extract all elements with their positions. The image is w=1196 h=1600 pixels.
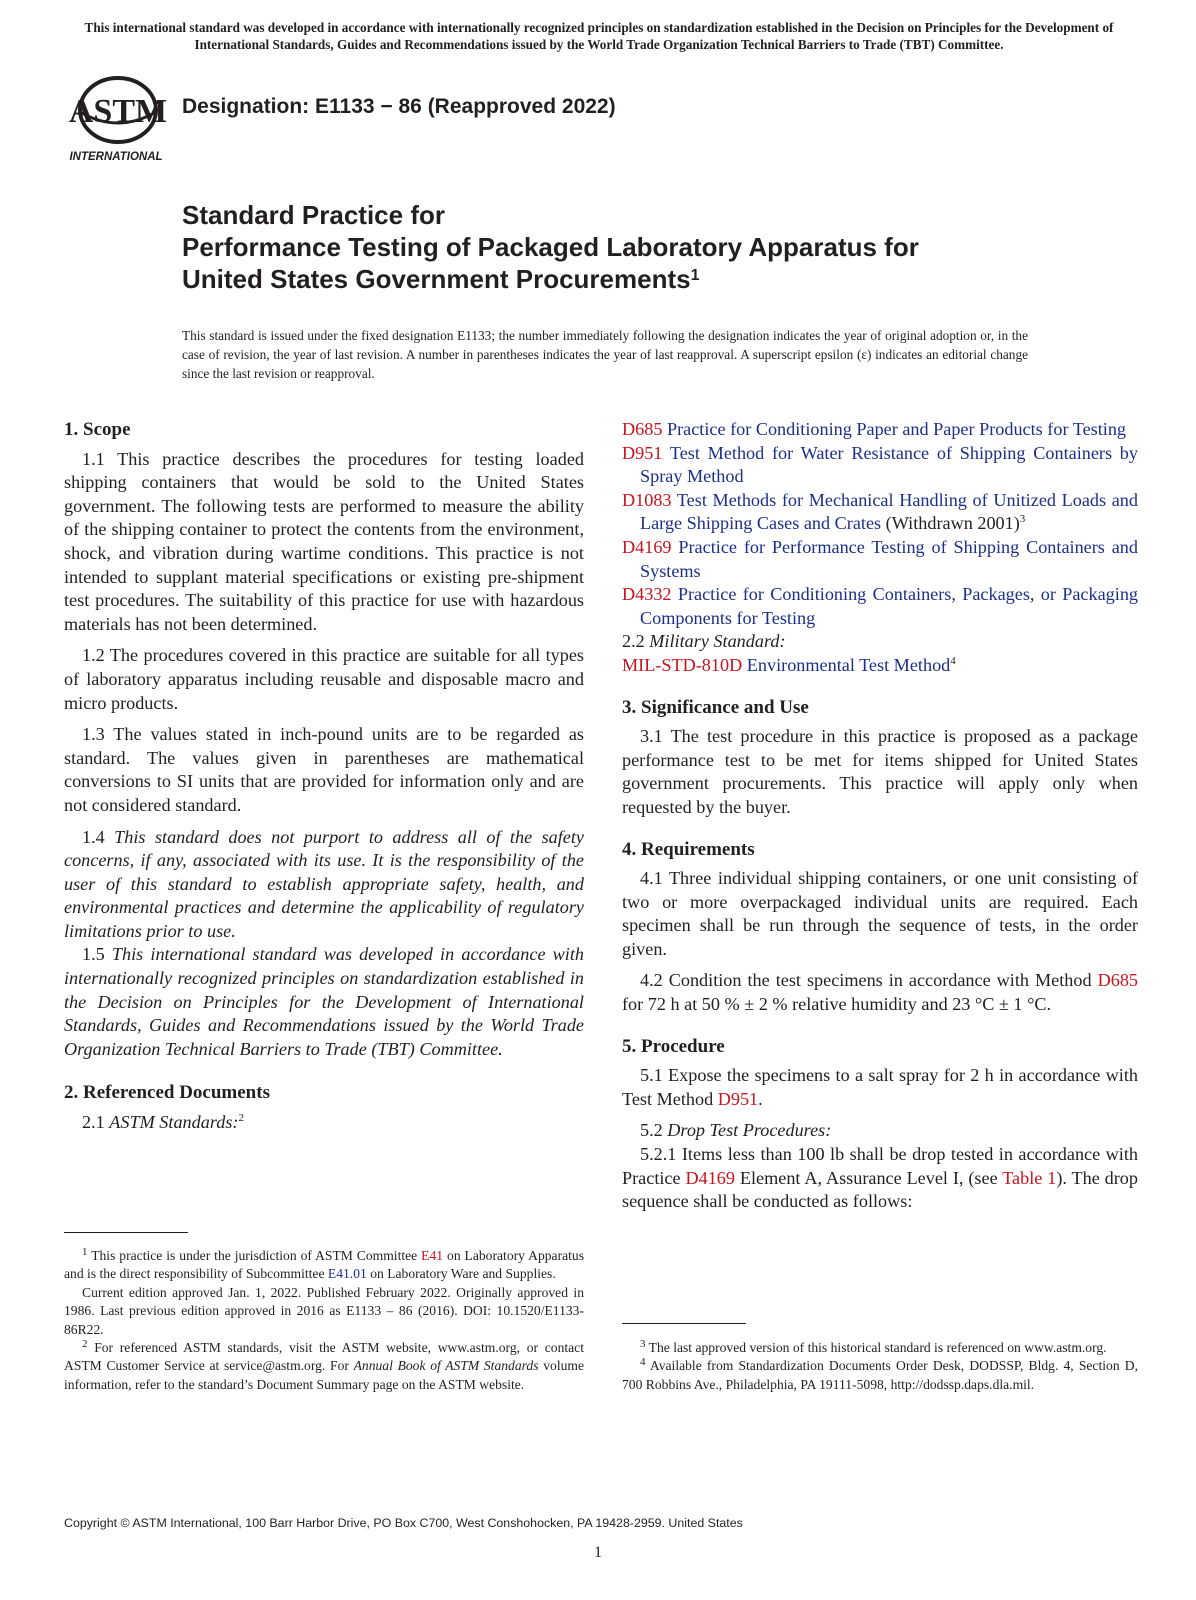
footnotes-right (622, 1339, 1138, 1394)
title-footnote-mark[interactable]: 1 (690, 267, 700, 284)
copyright-line: Copyright © ASTM International, 100 Barr Harbor Drive, PO Box C700, West Conshohocken, PA 19428-2959. United States (64, 1516, 743, 1530)
document-title (182, 199, 919, 295)
paragraph-5-1: 5.1 Expose the specimens to a salt spray for 2 h in accordance with Test Method D951. (622, 1065, 1138, 1109)
link-e41[interactable]: E41 (421, 1248, 444, 1263)
paragraph-1-5: 1.5 This international standard was developed in accordance with internationally recognized principles on standardization established in the Decision on Principles for the Development of International Standards, Guides and Recommendations issued by the World Trade Organization Technical Barriers to Trade (TBT) Committee. (64, 944, 585, 1059)
title-line-1: Standard Practice for (182, 200, 445, 230)
wto-notice: This international standard was developed in accordance with internationally recognized principles on standardization established in the Decision on Principles for the Development of International Standards, Guides and Recommendations issued by the World Trade Organization Technical Barriers to Trade (TBT) Committee. (84, 20, 1114, 52)
paragraph-3-1: 3.1 The test procedure in this practice is proposed as a package performance test to be met for items shipped for United States government procurements. This practice will apply only when requested by the buyer. (622, 726, 1138, 817)
issued-note: This standard is issued under the fixed designation E1133; the number immediately following the designation indicates the year of original adoption or, in the case of revision, the year of last revision. A number in parentheses indicates the year of last reapproval. A superscript epsilon (ε) indicates an editorial change since the last revision or reapproval. (182, 328, 1028, 381)
paragraph-2-2: 2.2 Military Standard: (622, 631, 786, 652)
astm-logo (64, 72, 168, 166)
paragraph-2-1: 2.1 ASTM Standards:$^2$ (82, 1112, 244, 1133)
astm-logo-icon (64, 72, 168, 166)
paragraph-1-4: 1.4 This standard does not purport to address all of the safety concerns, if any, associated with its use. It is the responsibility of the user of this standard to establish appropriate safety, health, and environmental practices and determine the applicability of regulatory limitations prior to use. (64, 826, 584, 941)
footnote-1: $^1$ This practice is under the jurisdiction of ASTM Committee E41 on Laboratory Apparatus and is the direct responsibility of Subcommittee E41.01 on Laboratory Ware and Supplies. (64, 1246, 584, 1282)
paragraph-4-2: 4.2 Condition the test specimens in accordance with Method D685 for 72 h at 50 % ± 2 % relative humidity and 23 °C ± 1 °C. (622, 970, 1139, 1015)
footnotes-left (64, 1247, 584, 1394)
link-e41-01[interactable]: E41.01 (327, 1266, 367, 1282)
footnote-3: $^3$ The last approved version of this historical standard is referenced on www.astm.org. (640, 1338, 1107, 1355)
footnote-2: $^2$ For referenced ASTM standards, visit the ASTM website, www.astm.org, or contact ASTM Customer Service at service@astm.org. For Annual Book of ASTM Standards volume information, refer to the standard’s Document Summary page on the ASTM website. (64, 1338, 585, 1392)
section-procedure-heading: 5. Procedure (622, 1035, 725, 1057)
footnote-rule-right (622, 1323, 746, 1324)
paragraph-5-2-1: 5.2.1 Items less than 100 lb shall be drop tested in accordance with Practice D4169 Element A, Assurance Level I, (see Table 1). The drop sequence shall be conducted as follows: (622, 1144, 1138, 1212)
ref-item-mil-std[interactable]: MIL-STD-810D Environmental Test Method$^4$ (622, 654, 956, 675)
svg-text:ASTM: ASTM (68, 93, 168, 130)
link-d685[interactable]: D685 (1097, 970, 1139, 991)
section-significance-heading: 3. Significance and Use (622, 696, 809, 718)
link-table-1[interactable]: Table 1 (1002, 1167, 1057, 1188)
link-d4169[interactable]: D4169 (685, 1167, 735, 1188)
section-requirements-heading: 4. Requirements (622, 838, 755, 860)
footnote-rule-left (64, 1232, 188, 1233)
ref-item-d685[interactable]: D685 Practice for Conditioning Paper and Paper Products for Testing (622, 419, 1127, 439)
left-column (64, 418, 584, 1135)
title-line-2: Performance Testing of Packaged Laboratory Apparatus for (182, 232, 919, 262)
svg-text:INTERNATIONAL: INTERNATIONAL (69, 151, 163, 163)
footnote-4: $^4$ Available from Standardization Documents Order Desk, DODSSP, Bldg. 4, Section D, 700 Robbins Ave., Philadelphia, PA 19111-5098, http://dodssp.daps.dla.mil. (622, 1356, 1138, 1392)
title-line-3: United States Government Procurements$^1$ (182, 264, 700, 294)
paragraph-1-3: 1.3 The values stated in inch-pound units are to be regarded as standard. The values given in parentheses are mathematical conversions to SI units that are provided for information only and are not considered standard. (64, 724, 584, 815)
link-d951[interactable]: D951 (717, 1088, 759, 1109)
right-column (622, 418, 1138, 1214)
paragraph-1-2: 1.2 The procedures covered in this practice are suitable for all types of laboratory apparatus including reusable and disposable macro and micro products. (64, 645, 584, 713)
ref-item-d4332[interactable]: D4332 Practice for Conditioning Containers, Packages, or Packaging Components for Testing (622, 584, 1139, 628)
paragraph-4-1: 4.1 Three individual shipping containers, or one unit consisting of two or more overpackaged individual units are required. Each specimen shall be run through the sequence of tests, in the order given. (622, 868, 1138, 959)
designation: Designation: E1133 − 86 (Reapproved 2022) (182, 95, 616, 118)
paragraph-5-2: 5.2 Drop Test Procedures: (640, 1120, 832, 1141)
section-referenced-heading: 2. Referenced Documents (64, 1082, 270, 1104)
ref-item-d4169[interactable]: D4169 Practice for Performance Testing of Shipping Containers and Systems (622, 536, 1138, 581)
paragraph-1-1: 1.1 This practice describes the procedures for testing loaded shipping containers that would be sold to the United States government. The following tests are performed to measure the ability of the shipping container to protect the contents from the environment, shock, and vibration during wartime conditions. This practice is not intended to supplant material specifications or existing pre-shipment test procedures. The suitability of this practice for use with hazardous materials has not been determined. (64, 448, 584, 634)
footnote-1-edition: Current edition approved Jan. 1, 2022. Published February 2022. Originally approved in 1986. Last previous edition approved in 2016 as E1133 – 86 (2016). DOI: 10.1520/E1133-86R22. (64, 1284, 584, 1337)
section-scope-heading: 1. Scope (64, 419, 131, 440)
ref-item-d951[interactable]: D951 Test Method for Water Resistance of Shipping Containers by Spray Method (622, 442, 1138, 487)
ref-item-d1083[interactable]: D1083 Test Methods for Mechanical Handling of Unitized Loads and Large Shipping Cases and Crates (Withdrawn 2001)$^3$ (622, 489, 1138, 534)
page-number: 1 (594, 1544, 602, 1561)
